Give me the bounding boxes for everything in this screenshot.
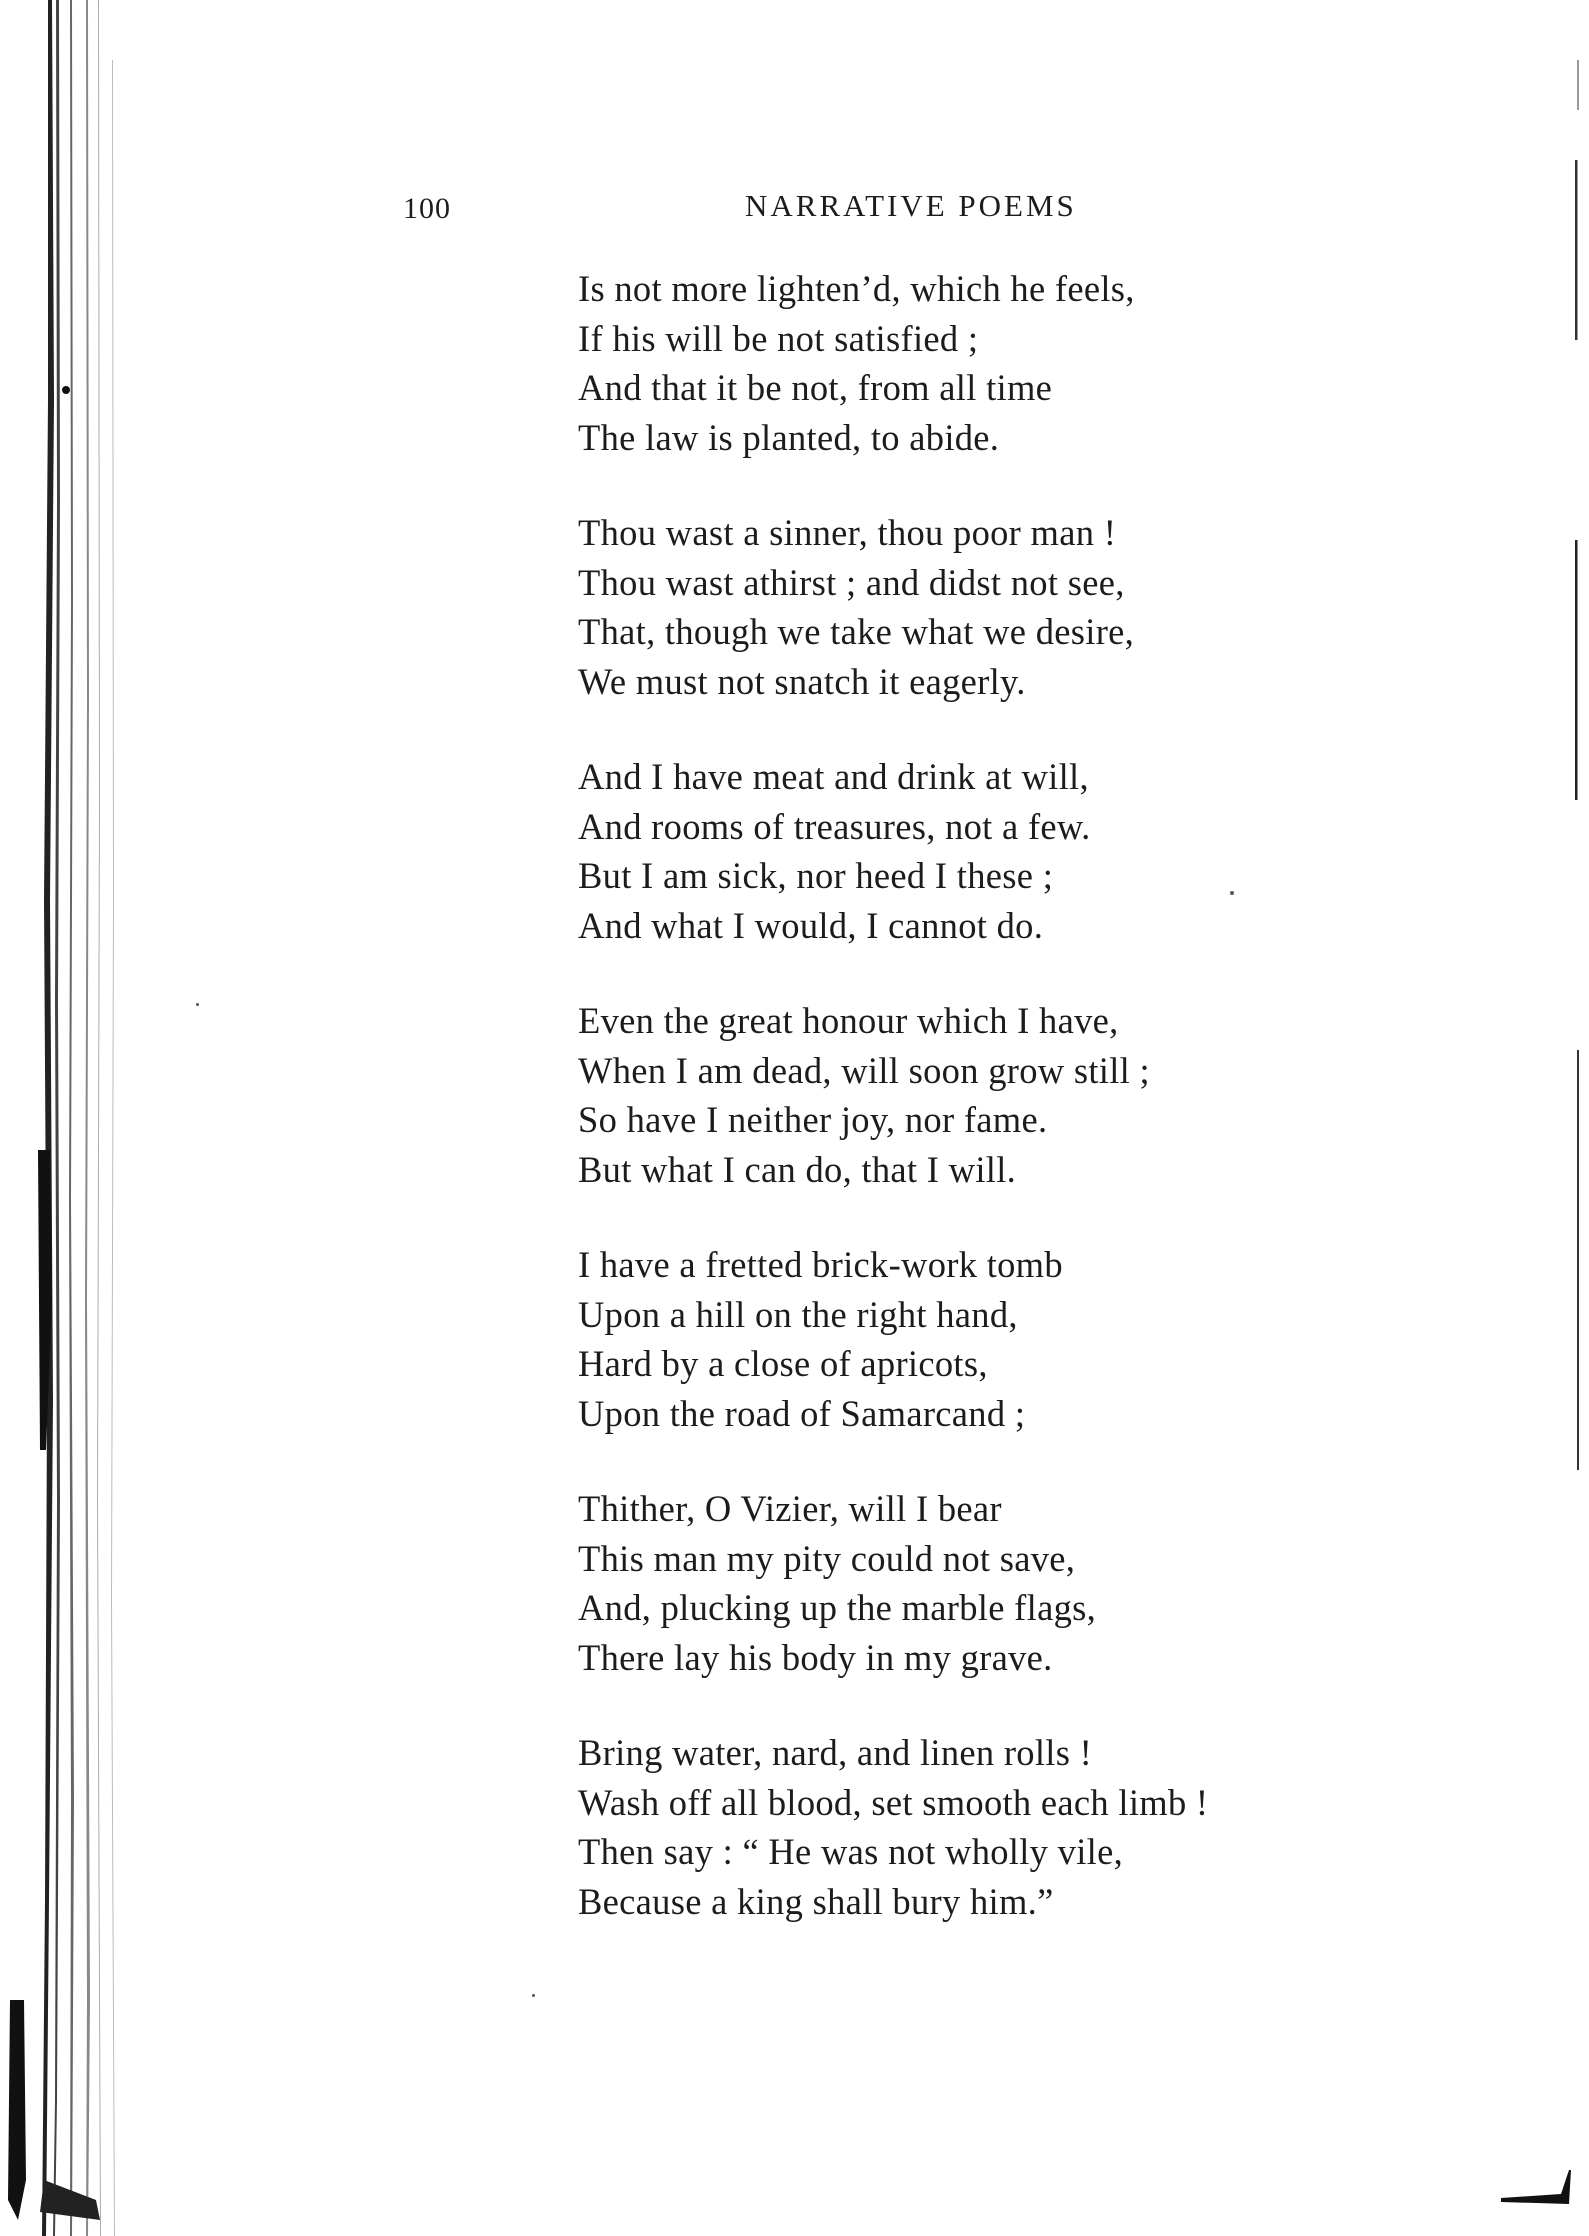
poem-line: And rooms of treasures, not a few.	[578, 805, 1091, 847]
stanza	[578, 996, 1338, 1194]
poem-line: This man my pity could not save,	[578, 1537, 1076, 1579]
poem-line: Even the great honour which I have,	[578, 1000, 1119, 1041]
poem-line: We must not snatch it eagerly.	[578, 660, 1026, 702]
poem-line: But I am sick, nor heed I these ;	[578, 855, 1054, 896]
running-title: NARRATIVE POEMS	[745, 188, 1077, 223]
binding-edge	[0, 0, 130, 2236]
right-edge-marks	[1569, 0, 1589, 2236]
poem-line: That, though we take what we desire,	[578, 611, 1135, 652]
poem-body	[578, 264, 1338, 1972]
poem-line: Thither, O Vizier, will I bear	[578, 1488, 1002, 1529]
poem-line: Thou wast athirst ; and didst not see,	[578, 561, 1125, 603]
poem-line: And that it be not, from all time	[578, 367, 1053, 408]
poem-line: Wash off all blood, set smooth each limb !	[578, 1781, 1209, 1823]
page-corner-mark	[1501, 2166, 1571, 2206]
poem-line: And I have meat and drink at will,	[578, 756, 1089, 797]
speck	[196, 1003, 199, 1006]
poem-line: So have I neither joy, nor fame.	[578, 1099, 1048, 1140]
poem-line: Thou wast a sinner, thou poor man !	[578, 512, 1117, 553]
stanza	[578, 1240, 1338, 1438]
speck	[532, 1994, 535, 1997]
poem-line: There lay his body in my grave.	[578, 1636, 1053, 1678]
poem-line: But what I can do, that I will.	[578, 1148, 1017, 1190]
poem-line: Upon a hill on the right hand,	[578, 1293, 1018, 1335]
stanza	[578, 752, 1338, 950]
poem-line: Upon the road of Samarcand ;	[578, 1392, 1026, 1434]
poem-line: If his will be not satisfied ;	[578, 317, 979, 359]
poem-line: And what I would, I cannot do.	[578, 904, 1044, 946]
poem-line: The law is planted, to abide.	[578, 416, 1000, 458]
stanza	[578, 508, 1338, 706]
poem-line: I have a fretted brick-work tomb	[578, 1244, 1063, 1285]
page-number: 100	[403, 192, 451, 225]
poem-line: Is not more lighten’d, which he feels,	[578, 268, 1135, 309]
poem-line: Then say : “ He was not wholly vile,	[578, 1831, 1124, 1872]
poem-line: Bring water, nard, and linen rolls !	[578, 1732, 1093, 1773]
stanza	[578, 264, 1338, 462]
stanza	[578, 1728, 1338, 1926]
poem-line: Hard by a close of apricots,	[578, 1343, 988, 1384]
poem-line: Because a king shall bury him.”	[578, 1880, 1054, 1922]
stanza	[578, 1484, 1338, 1682]
poem-line: When I am dead, will soon grow still ;	[578, 1049, 1150, 1091]
poem-line: And, plucking up the marble flags,	[578, 1587, 1097, 1628]
